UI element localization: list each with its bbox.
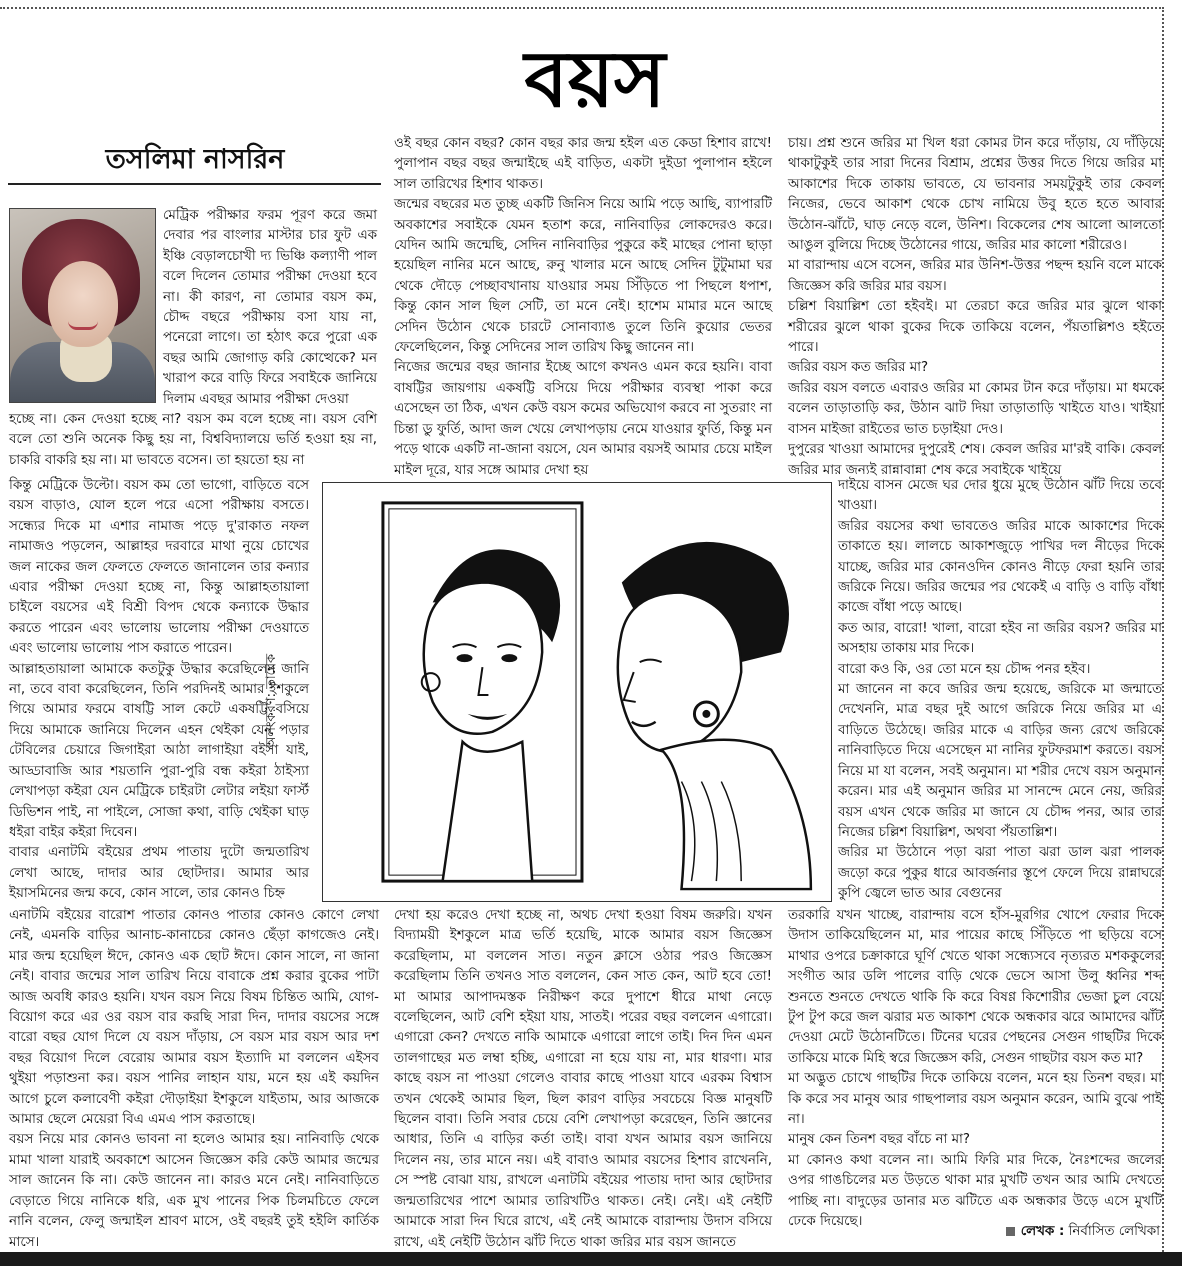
col3-full-paragraphs: তরকারি যখন খাচ্ছে, বারান্দায় বসে হাঁস-মুরগির খোপে ফেরার দিকে উদাস তাকিয়েছিলেন মা, মার পায়ের কাছে সিঁড়িতে পা ছড়িয়ে বসে মাথার ওপরে চক্রাকারে ঘূর্ণি খেতে থাকা সন্ধ্যেসবে নৃত্যরত মশককুলের সংগীত আর ডলি পালের বাড়ি থেকে ভেসে আসা উলু ধ্বনির শব্দ শুনতে শুনতে দেখতে থাকি কি করে বিষণ্ণ কিশোরীর ভেজা চুল বেয়ে টুপ টুপ করে জল ঝরার মত আকাশ থেকে অন্ধকার ঝরে আমাদের ঝাঁট দেওয়া মেটে উঠোনটিতে। টিনের ঘরের পেছনের সেগুন গাছটির দিকে তাকিয়ে মাকে মিহি স্বরে জিজ্ঞেস করি, সেগুন গাছটার বয়স কত মা? মা অদ্ভুত চোখে গাছটির দিকে তাকিয়ে বলেন, মনে হয় তিনশ বছর। মা কি করে সব মানুষ আর গাছপালার বয়স অনুমান করেন, আমি বুঝে পাই না। মানুষ কেন তিনশ বছর বাঁচে না মা? মা কোনও কথা বলেন না। আমি ফিরি মার দিকে, নৈঃশব্দের জলের ওপর গাঙচিলের মত উড়তে থাকা মার মুখটি তখন আর আমি দেখতে পাচ্ছি না। বাদুড়ের ডানার মত ঝটিতে এক অন্ধকার উড়ে এসে মুখটি ঢেকে দিয়েছে।	[788, 908, 1162, 1230]
byline-divider	[8, 183, 381, 185]
right-dotted-rule	[1162, 10, 1164, 1252]
col2-top-paragraphs: ওই বছর কোন বছর? কোন বছর কার জন্ম হইল এত কেডা হিশাব রাখে! পুলাপান বছর বছর জন্মাইছে এই বাড়িত, একটা দুইডা পুলাপান হইলে সাল তারিখের হিশাব থাকত। জন্মের বছরের মত তুচ্ছ একটি জিনিস নিয়ে আমি পড়ে আছি, ব্যাপারটি অবকাশের সবাইকে যেমন হতাশ করে, নানিবাড়ির লোকদেরও করে। যেদিন আমি জন্মেছি, সেদিন নানিবাড়ির পুকুরে কই মাছের পোনা ছাড়া হয়েছিল নানির মনে আছে, রুনু খালার মনে আছে সেদিন টুটুমামা ঘর থেকে দৌড়ে পেচ্ছাবখানায় যাওয়ার সময় সিঁড়িতে পা পিছলে ধপাশ, কিন্তু কোন সাল ছিল সেটি, তা মনে নেই। হাশেম মামার মনে আছে সেদিন উঠোন থেকে চারটে সোনাব্যাঙ তুলে তিনি কুয়োর ভেতর ফেলেছিলেন, কিন্তু সেদিনের সাল তারিখ কিছু জানেন না। নিজের জন্মের বছর জানার ইচ্ছে আগে কখনও এমন করে হয়নি। বাবা বাষট্টির জায়গায় একষট্টি বসিয়ে দিয়ে পরীক্ষার ব্যবস্থা পাকা করে এসেছেন তা ঠিক, এখন কেউ বয়স কমের অভিযোগ করবে না সুতরাং না চিন্তা ডু ফুর্তি, আদা জল খেয়ে লেখাপড়ায় নেমে যাওয়ার ফুর্তি, কিন্তু মন পড়ে থাকে একটি না-জানা বয়সে, যেন আমার বয়সই আমার চেয়ে মাইল মাইল দূরে, যার সঙ্গে আমার দেখা হয়	[394, 136, 772, 478]
top-dotted-rule	[0, 7, 1164, 9]
footer-value: নির্বাসিত লেখিকা	[1068, 1224, 1160, 1239]
col1-full-paragraphs: এনাটমি বইয়ের বারোশ পাতার কোনও পাতার কোনও কোণে লেখা নেই, এমনকি বাড়ির আনাচ-কানাচের কোনও ছেঁড়া কাগজেও নেই। মার জন্ম হয়েছিল ঈদে, কোনও এক ছোট ঈদে। কোন সালে, না জানা নেই। বাবার জন্মের সাল তারিখ নিয়ে বাবাকে প্রশ্ন করার বুকের পাটা আজ অবধি কারও হয়নি। যখন বয়স নিয়ে বিষম চিন্তিত আমি, যোগ-বিয়োগ করে এর ওর বয়স বার করছি সারা দিন, দাদার বয়সের সঙ্গে বারো বছর যোগ দিলে যে বয়স দাঁড়ায়, সে বয়স মার বয়স আর দশ বছর বিয়োগ দিলে বেরোয় আমার বয়স ইত্যাদি মা বললেন এইসব থুইয়া পড়াশুনা কর। বয়স পানির লাহান যায়, মনে হয় এই কয়দিন আগে চুলে কলাবেণী কইরা দৌড়াইয়া ইশকুলে যাইতাম, আর আজকে আমার ছেলে মেয়েরা বিএ এমএ পাস করতাছে। বয়স নিয়ে মার কোনও ভাবনা না হলেও আমার হয়। নানিবাড়ি থেকে মামা খালা যারাই অবকাশে আসেন জিজ্ঞেস করি কেউ আমার জন্মের সাল জানেন কি না। কেউ জানেন না। কারও মনে নেই। নানিবাড়িতে বেড়াতে গিয়ে নানিকে ধরি, এক মুখ পানের পিক চিলমচিতে ফেলে নানি বলেন, ফেলু জন্মাইল শ্রাবণ মাসে, ওই বছরই তুই হইলি কার্তিক মাসে।	[9, 908, 379, 1250]
author-photo	[9, 208, 156, 403]
footer-label: লেখক :	[1020, 1224, 1065, 1239]
col1-paragraph-beside-photo: মেট্রিক পরীক্ষার ফরম পূরণ করে জমা দেবার পর বাংলার মাস্টার চার ফুট এক ইঞ্চি বেড়ালচোখী দ্য ভিঞ্চি কল্যাণী পাল বলে দিলেন তোমার পরীক্ষা দেওয়া হবে না। কী কারণ, না তোমার বয়স কম, চৌদ্দ বছরে পরীক্ষায় বসা যায় না, পনেরো লাগে। তা হঠাৎ করে পুরো এক বছর আমি জোগাড় করি কোত্থেকে? মন খারাপ করে বাড়ি ফিরে সবাইকে জানিয়ে দিলাম এবছর আমার পরীক্ষা দেওয়া	[163, 208, 377, 407]
bottom-band	[0, 1252, 1182, 1266]
square-bullet-icon	[1006, 1227, 1015, 1236]
col1-narrow-paragraphs: কিন্তু মেট্রিকে উল্টো। বয়স কম তো ভাগো, বাড়িতে বসে বয়স বাড়াও, যোল হলে পরে এসো পরীক্ষায় বসতে। সন্ধ্যের দিকে মা এশার নামাজ পড়ে দু'রাকাত নফল নামাজও পড়লেন, আল্লাহর দরবারে মাথা নুয়ে চোখের জল নাকের জল ফেলতে ফেলতে জানালেন তার কন্যার এবার পরীক্ষা দেওয়া হচ্ছে না, কিন্তু আল্লাহতায়ালা চাইলে বয়সের এই বিশ্রী বিপদ থেকে কন্যাকে উদ্ধার করতে পারেন এবং ভালোয় ভালোয় পরীক্ষা দেওয়াতে এবং ভালোয় ভালোয় পাস করাতে পারেন। আল্লাহতায়ালা আমাকে কতটুকু উদ্ধার করেছিলেন জানি না, তবে বাবা করেছিলেন, তিনি পরদিনই আমার ইশকুলে গিয়ে আমার ফরমে বাষট্টি সাল কেটে একষট্টি বসিয়ে দিয়ে আমাকে জানিয়ে দিলেন এহন থেইকা যেন পড়ার টেবিলের চেয়ারে জিগাইরা আঠা লাগাইয়া বইসা যাই, আড্ডাবাজি আর শয়তানি পুরা-পুরি বন্ধ কইরা ঠাইস্যা লেখাপড়া কইরা যেন মেট্রিকে চাইরটা লেটার লইয়া ফার্স্ট ডিভিশন পাই, না পাইলে, সোজা কথা, বাড়ি থেইকা ঘাড় ধইরা বাইর কইরা দিবেন। বাবার এনাটমি বইয়ের প্রথম পাতায় দুটো জন্মতারিখ লেখা আছে, দাদার আর ছোটদার। আমার আর ইয়াসমিনের জন্ম কবে, কোন সালে, তার কোনও চিহ্ন	[9, 478, 309, 902]
illustration-credit: অলংকরণ: তারেক	[264, 653, 279, 748]
author-byline: তসলিমা নাসরিন	[105, 144, 285, 175]
col3-narrow-paragraphs: দাইয়ে বাসন মেজে ঘর দোর ধুয়ে মুছে উঠোন ঝাঁট দিয়ে তবে খাওয়া। জরির বয়সের কথা ভাবতেও জরির মাকে আকাশের দিকে তাকাতে হয়। লালচে আকাশজুড়ে পাখির দল নীড়ের দিকে যাচ্ছে, জরির মার কোনওদিন কোনও নীড়ে ফেরা হয়নি তার জরিকে নিয়ে। জরির জন্মের পর থেকেই এ বাড়ি ও বাড়ি বাঁধা কাজে বাঁধা পড়ে আছে। কত আর, বারো! খালা, বারো হইব না জরির বয়স? জরির মা অসহায় তাকায় মার দিকে। বারো কও কি, ওর তো মনে হয় চৌদ্দ পনর হইব। মা জানেন না কবে জরির জন্ম হয়েছে, জরিকে মা জন্মাতে দেখেননি, মাত্র বছর দুই আগে জরিকে নিয়ে জরির মা এ বাড়িতে উঠেছে। জরির মাকে এ বাড়ির জন্য রেখে জরিকে নানিবাড়িতে দিয়ে এসেছেন মা নানির ফুটফরমাশ করতে। বয়স নিয়ে মা যা বলেন, সবই অনুমান। মা শরীর দেখে বয়স অনুমান করেন। মার এই অনুমান জরির মা সানন্দে মেনে নেয়, জরির বয়স এখন থেকে জরির মা জানে যে চৌদ্দ পনর, আর তার নিজের চল্লিশ বিয়াল্লিশ, অথবা পঁয়তাল্লিশ। জরির মা উঠোনে পড়া ঝরা পাতা ঝরা ডাল ঝরা পালক জড়ো করে পুকুর ধারে আবর্জনার স্তূপে ফেলে দিয়ে রান্নাঘরে কুপি জ্বেলে ভাত আর বেগুনের	[838, 478, 1162, 902]
article-headline: বয়স	[524, 34, 666, 125]
col1-paragraph-below-photo: হচ্ছে না। কেন দেওয়া হচ্ছে না? বয়স কম বলে হচ্ছে না। বয়স বেশি বলে তো শুনি অনেক কিছু হয় না, বিশ্ববিদ্যালয়ে ভর্তি হওয়া হয় না, চাকরি বাকরি হয় না। মা ভাবতে বসেন। তা হয়তো হয় না	[9, 412, 377, 468]
col2-bottom-paragraph: দেখা হয় করেও দেখা হচ্ছে না, অথচ দেখা হওয়া বিষম জরুরি। যখন বিদ্যাময়ী ইশকুলে মাত্র ভর্তি হয়েছি, মাকে আমার বয়স জিজ্ঞেস করেছিলাম, মা বললেন সাত। নতুন ক্লাসে ওঠার পরও জিজ্ঞেস করেছিলাম তিনি তখনও সাত বললেন, কেন সাত কেন, আট হবে তো! মা আমার আপাদমস্তক নিরীক্ষণ করে দুপাশে ধীরে মাথা নেড়ে বলেছিলেন, আট বেশি হইয়া যায়, সাতই। পরের বছর বললেন এগারো। এগারো কেন? দেখতে নাকি আমাকে এগারো লাগে তাই। দিন দিন এমন তালগাছের মত লম্বা হচ্ছি, এগারো না হয়ে যায় না, মার ধারণা। মার কাছে বয়স না পাওয়া গেলেও বাবার কাছে পাওয়া যাবে এরকম বিশ্বাস তখন থেকেই আমার ছিল, ছিল কারণ বাড়ির সবচেয়ে বিজ্ঞ মানুষটি ছিলেন বাবা। তিনি সবার চেয়ে বেশি লেখাপড়া করেছেন, তিনি জ্ঞানের আধার, তিনি এ বাড়ির কর্তা তাই। বাবা যখন আমার বয়স জানিয়ে দিলেন নয়, তার মানে নয়। এই বাবাও আমার বয়সের হিশাব রাখেননি, সে স্পষ্ট বোঝা যায়, রাখলে এনাটমি বইয়ের পাতায় দাদা আর ছোটদার জন্মতারিখের পাশে আমার তারিখটিও থাকত। নেই। নেই। এই নেইটি আমাকে সারা দিন ঘিরে রাখে, এই নেই আমাকে বারান্দায় উদাস বসিয়ে রাখে, এই নেইটি উঠোন ঝাঁট দিতে থাকা জরির মার বয়স জানতে	[394, 908, 772, 1250]
col3-top-paragraphs: চায়। প্রশ্ন শুনে জরির মা খিল ধরা কোমর টান করে দাঁড়ায়, যে দাঁড়িয়ে থাকাটুকুই তার সারা দিনের বিশ্রাম, প্রশ্নের উত্তর দিতে গিয়ে জরির মা আকাশের দিকে তাকায় ভাবতে, যে ভাবনার সময়টুকুই তার কেবল নিজের, ভেবে আকাশ থেকে চোখ নামিয়ে উবু হতে হতে আবার উঠোন-ঝাঁটে, ঘাড় নেড়ে বলে, উনিশ। বিকেলের শেষ আলো আলতো আঙুল বুলিয়ে দিচ্ছে উঠোনের গায়ে, জরির মার কালো শরীরেও। মা বারান্দায় এসে বসেন, জরির মার উনিশ-উত্তর পছন্দ হয়নি বলে মাকে জিজ্ঞেস করি জরির মার বয়স। চল্লিশ বিয়াল্লিশ তো হইবই। মা তেরচা করে জরির মার ঝুলে থাকা শরীরের ঝুলে থাকা বুকের দিকে তাকিয়ে বলেন, পঁয়তাল্লিশও হইতে পারে। জরির বয়স কত জরির মা? জরির বয়স বলতে এবারও জরির মা কোমর টান করে দাঁড়ায়। মা ধমকে বলেন তাড়াতাড়ি কর, উঠান ঝাট দিয়া তাড়াতাড়ি খাইতে যাও। খাইয়া বাসন মাইজা রাইতের ভাত চড়াইয়া দেও। দুপুরের খাওয়া আমাদের দুপুরেই শেষ। কেবল জরির মা'রই বাকি। কেবল জরির মার জন্যই রান্নাবান্না শেষ করে সবাইকে খাইয়ে	[788, 136, 1162, 478]
article-footer	[980, 1222, 1160, 1242]
illustration-drawing	[323, 483, 831, 901]
mirror-illustration	[322, 482, 832, 902]
